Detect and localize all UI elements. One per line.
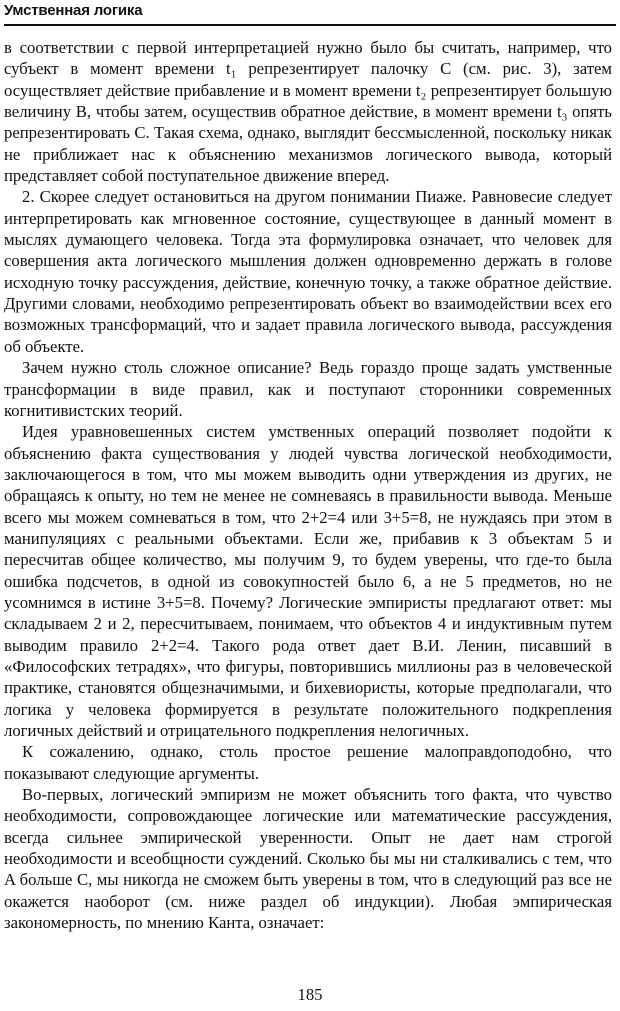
paragraph-6: Во-первых, логический эмпиризм не может объяснить того факта, что чувство необходимости, сопровождающее логические или математические рассуждения, всегда сильнее эмпирической уверенности. Опыт не дает нам строгой необходимости и всеобщности суждений. Сколько бы мы ни сталкивались с тем, что A больше C, мы никогда не сможем быть уверены в том, что в следующий раз все не окажется наоборот (см. ниже раздел об индукции). Любая эмпирическая закономерность, по мнению Канта, означает:: [4, 785, 612, 933]
paragraph-4: Идея уравновешенных систем умственных операций позволяет подойти к объяснению факта существования у людей чувства логической необходимости, заключающегося в том, что мы можем выводить одни утверждения из других, не обращаясь к опыту, но тем не менее не сомневаясь в правильности вывода. Меньше всего мы можем сомневаться в том, что 2+2=4 или 3+5=8, не нуждаясь при этом в манипуляциях с реальными объектами. Если же, прибавив к 3 объектам 5 и пересчитав общее количество, мы получим 9, то будем уверены, что где-то была ошибка подсчетов, в одной из совокупностей было 6, а не 5 предметов, но не усомнимся в истине 3+5=8. Почему? Логические эмпиристы предлагают ответ: мы складываем 2 и 2, пересчитываем, понимаем, что объектов 4 и индуктивным путем выводим правило 2+2=4. Такого рода ответ дает В.И. Ленин, писавший в «Философских тетрадях», что фигуры, повторившись миллионы раз в человеческой практике, становятся общезначимыми, и бихевиористы, которые предполагали, что логика у человека формируется в результате положительного подкрепления логичных действий и отрицательного подкрепления нелогичных.: [4, 422, 612, 740]
header-title: Умственная логика: [4, 2, 143, 19]
paragraph-1: в соответствии с первой интерпретацией нужно было бы считать, например, что субъект в момент времени t₁ репрезентирует палочку C (см. рис. 3), затем осуществляет действие прибавление и в момент времени t₂ репрезентирует большую величину B, чтобы затем, осуществив обратное действие, в момент времени t₃ опять репрезентировать C. Такая схема, однако, выглядит бессмысленной, поскольку никак не приближает нас к объяснению механизмов логического вывода, который представляет собой поступательное движение вперед.: [4, 38, 612, 186]
paragraph-2: 2. Скорее следует остановиться на другом понимании Пиаже. Равновесие следует интерпретировать как мгновенное состояние, существующее в данный момент в мыслях думающего человека. Тогда эта формулировка означает, что человек для совершения акта логического мышления должен одновременно держать в голове исходную точку рассуждения, действие, конечную точку, а также обратное действие. Другими словами, необходимо репрезентировать объект во взаимодействии всех его возможных трансформаций, что и задает правила логического вывода, рассуждения об объекте.: [4, 187, 612, 356]
body-text: [4, 37, 612, 933]
page-number: 185: [297, 985, 323, 1004]
paragraph-3: Зачем нужно столь сложное описание? Ведь гораздо проще задать умственные трансформации в виде правил, как и поступают сторонники современных когнитивистских теорий.: [4, 358, 612, 420]
paragraph-5: К сожалению, однако, столь простое решение малоправдоподобно, что показывают следующие аргументы.: [4, 742, 612, 783]
running-header: [4, 0, 616, 26]
